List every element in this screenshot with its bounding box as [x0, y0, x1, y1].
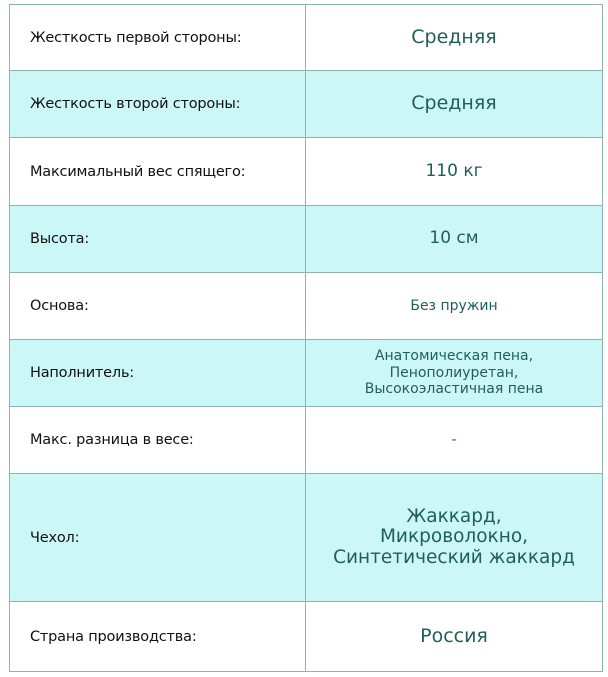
- spec-label: Макс. разница в весе:: [10, 407, 306, 474]
- spec-row-base: [10, 273, 603, 340]
- spec-value-line: Микроволокно,: [379, 526, 529, 548]
- spec-value: [306, 602, 603, 672]
- spec-value: [306, 340, 603, 407]
- spec-value: [306, 407, 603, 474]
- spec-value-line: Без пружин: [410, 297, 498, 314]
- spec-label: Жесткость второй стороны:: [10, 71, 306, 138]
- spec-label: Максимальный вес спящего:: [10, 138, 306, 206]
- spec-value: [306, 5, 603, 71]
- spec-label: Жесткость первой стороны:: [10, 5, 306, 71]
- spec-value: [306, 71, 603, 138]
- spec-label: Страна производства:: [10, 602, 306, 672]
- spec-row-max-weight-difference: [10, 407, 603, 474]
- spec-row-filler: [10, 340, 603, 407]
- spec-value: [306, 474, 603, 602]
- spec-value-line: Анатомическая пена,: [374, 347, 534, 364]
- spec-value-line: 110 кг: [425, 160, 483, 181]
- spec-value-line: Пенополиуретан,: [389, 364, 519, 381]
- spec-row-max-sleeper-weight: [10, 138, 603, 206]
- spec-row-first-side-firmness: [10, 5, 603, 71]
- spec-label: Чехол:: [10, 474, 306, 602]
- spec-value: [306, 206, 603, 273]
- spec-value-line: Синтетический жаккард: [333, 546, 575, 568]
- spec-value-line: Высокоэластичная пена: [364, 381, 544, 398]
- spec-value-line: Россия: [420, 624, 488, 647]
- spec-label: Наполнитель:: [10, 340, 306, 407]
- spec-label: Высота:: [10, 206, 306, 273]
- specifications-table: [9, 4, 603, 672]
- spec-value-line: Жаккард,: [406, 505, 502, 527]
- spec-row-second-side-firmness: [10, 71, 603, 138]
- spec-value: [306, 138, 603, 206]
- spec-value-line: Средняя: [411, 25, 497, 48]
- spec-row-height: [10, 206, 603, 273]
- spec-value-line: -: [451, 431, 457, 448]
- spec-row-country-of-origin: [10, 602, 603, 672]
- spec-label: Основа:: [10, 273, 306, 340]
- spec-value: [306, 273, 603, 340]
- spec-value-line: 10 см: [429, 228, 479, 249]
- spec-value-line: Средняя: [411, 92, 497, 115]
- spec-row-cover: [10, 474, 603, 602]
